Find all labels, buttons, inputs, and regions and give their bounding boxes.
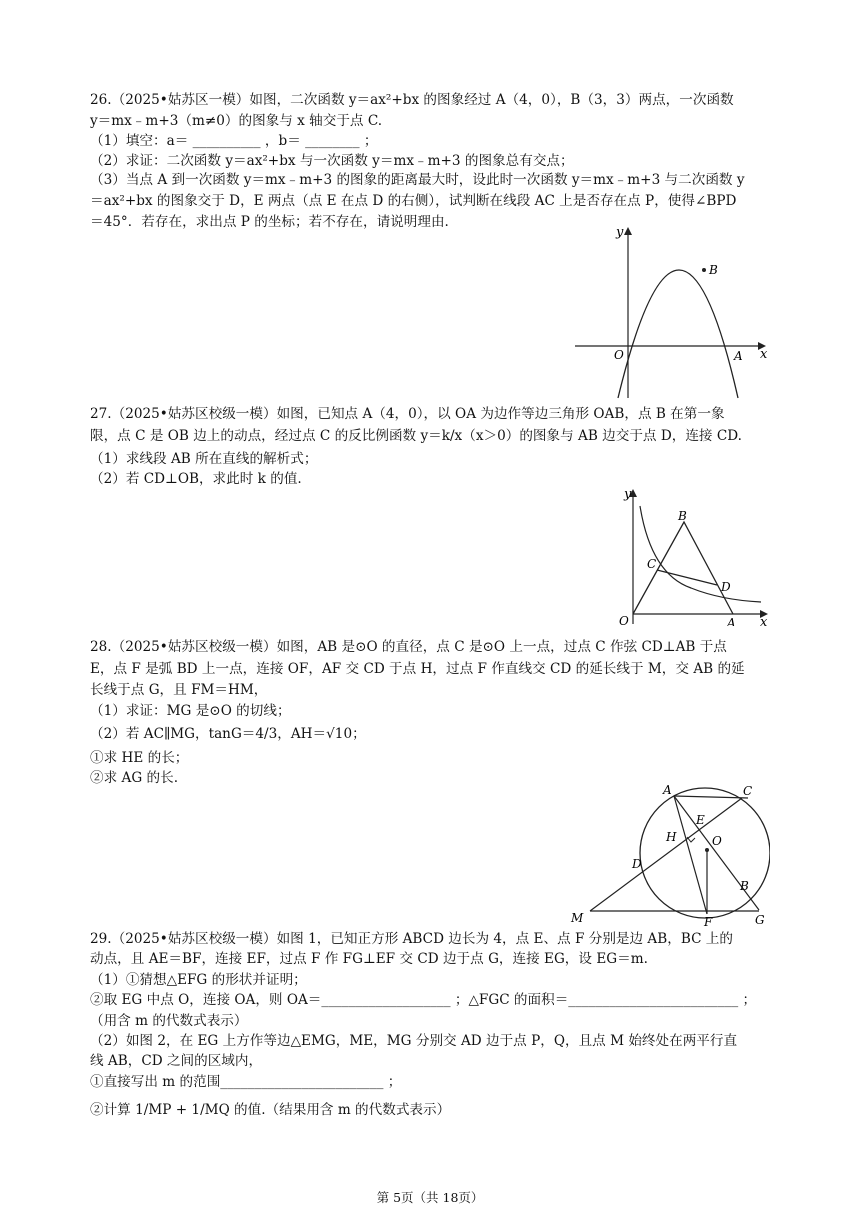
q26-line-2: y＝mx﹣m+3（m≠0）的图象与 x 轴交于点 C. bbox=[90, 113, 383, 129]
q28-line-1: 28.（2025•姑苏区校级一模）如图，AB 是⊙O 的直径，点 C 是⊙O 上一点，过点 C 作弦 CD⊥AB 于点 bbox=[90, 639, 727, 655]
q27-line-2: 限，点 C 是 OB 边上的动点，经过点 C 的反比例函数 y＝k/x（x＞0）的图象与 AB 边交于点 D，连接 CD. bbox=[90, 428, 742, 444]
e-label: E bbox=[696, 813, 705, 827]
b-label: B bbox=[740, 879, 749, 893]
q26-line-4: （2）求证：二次函数 y＝ax²+bx 与一次函数 y＝mx﹣m+3 的图象总有交点； bbox=[90, 153, 574, 169]
q29-line-9: ②计算 1/MP + 1/MQ 的值.（结果用含 m 的代数式表示） bbox=[90, 1102, 451, 1118]
q27-line-1: 27.（2025•姑苏区校级一模）如图，已知点 A（4，0），以 OA 为边作等边三角形 OAB，点 B 在第一象 bbox=[90, 406, 725, 422]
segment-cd bbox=[657, 570, 717, 585]
b-label: B bbox=[678, 509, 687, 523]
q27-triangle-figure bbox=[596, 484, 771, 626]
x-label: x bbox=[760, 615, 768, 626]
q26-line-7: ＝45°．若存在，求出点 P 的坐标；若不存在，请说明理由. bbox=[90, 214, 449, 230]
q29-line-1: 29.（2025•姑苏区校级一模）如图 1，已知正方形 ABCD 边长为 4，点 E、点 F 分别是边 AB，BC 上的 bbox=[90, 931, 733, 947]
f-label: F bbox=[704, 915, 713, 928]
q29-line-7: 线 AB，CD 之间的区域内， bbox=[90, 1053, 263, 1069]
c-label: C bbox=[647, 557, 657, 571]
y-label: y bbox=[624, 487, 632, 502]
q27-line-4: （2）若 CD⊥OB，求此时 k 的值. bbox=[90, 471, 302, 487]
q26-line-1: 26.（2025•姑苏区一模）如图，二次函数 y＝ax²+bx 的图象经过 A（4，0），B（3，3）两点，一次函数 bbox=[90, 92, 734, 108]
y-label: y bbox=[616, 225, 624, 240]
b-label: B bbox=[709, 263, 718, 277]
q26-line-5: （3）当点 A 到一次函数 y＝mx﹣m+3 的图象的距离最大时，设此时一次函数 y＝mx﹣m+3 与二次函数 y bbox=[90, 172, 745, 188]
x-label: x bbox=[760, 347, 768, 362]
q28-line-6: ①求 HE 的长； bbox=[90, 750, 189, 766]
g-label: G bbox=[755, 913, 765, 927]
page-footer: 第 5页（共 18页） bbox=[376, 1190, 484, 1205]
q26-line-6: ＝ax²+bx 的图象交于 D，E 两点（点 E 在点 D 的右侧），试判断在线段 AC 上是否存在点 P，使得∠BPD bbox=[90, 193, 737, 209]
line-a-g-chord bbox=[590, 798, 742, 911]
m-label: M bbox=[571, 911, 584, 925]
q29-line-6: （2）如图 2，在 EG 上方作等边△EMG，ME，MG 分别交 AD 边于点 P，Q，且点 M 始终处在两平行直 bbox=[90, 1033, 738, 1049]
q28-line-3: 长线于点 G，且 FM＝HM， bbox=[90, 682, 268, 698]
q28-line-7: ②求 AG 的长. bbox=[90, 770, 179, 786]
q26-parabola-figure bbox=[570, 222, 770, 400]
q26-line-3: （1）填空：a＝ __________ ，b＝ ________ ； bbox=[90, 133, 378, 149]
o-label: O bbox=[614, 348, 624, 362]
c-label: C bbox=[743, 784, 753, 798]
q28-line-5: （2）若 AC∥MG，tanG＝4/3，AH＝√10； bbox=[90, 726, 366, 742]
q29-line-2: 动点，且 AE＝BF，连接 EF，过点 F 作 FG⊥EF 交 CD 边于点 G，连接 EG，设 EG＝m. bbox=[90, 951, 648, 967]
q29-line-3: （1）①猜想△EFG 的形状并证明； bbox=[90, 972, 307, 988]
q28-line-2: E，点 F 是弧 BD 上一点，连接 OF，AF 交 CD 于点 H，过点 F 作直线交 CD 的延长线于 M，交 AB 的延 bbox=[90, 661, 745, 677]
q28-line-4: （1）求证：MG 是⊙O 的切线； bbox=[90, 703, 291, 719]
q29-line-5: （用含 m 的代数式表示） bbox=[90, 1013, 248, 1029]
q29-line-4: ②取 EG 中点 O，连接 OA，则 OA＝___________________ ；△FGC 的面积＝_________________________ ； bbox=[90, 992, 757, 1008]
h-label: H bbox=[666, 830, 677, 844]
q29-line-8: ①直接写出 m 的范围________________________ ； bbox=[90, 1074, 402, 1090]
q28-circle-figure bbox=[566, 778, 770, 928]
a-label: A bbox=[734, 349, 743, 363]
d-label: D bbox=[721, 580, 731, 594]
q27-line-3: （1）求线段 AB 所在直线的解析式； bbox=[90, 451, 318, 467]
parabola bbox=[618, 270, 738, 398]
o-label: O bbox=[712, 834, 722, 848]
o-label: O bbox=[619, 614, 629, 626]
a-label: A bbox=[663, 783, 672, 797]
a-label: A bbox=[727, 616, 736, 626]
d-label: D bbox=[632, 857, 642, 871]
